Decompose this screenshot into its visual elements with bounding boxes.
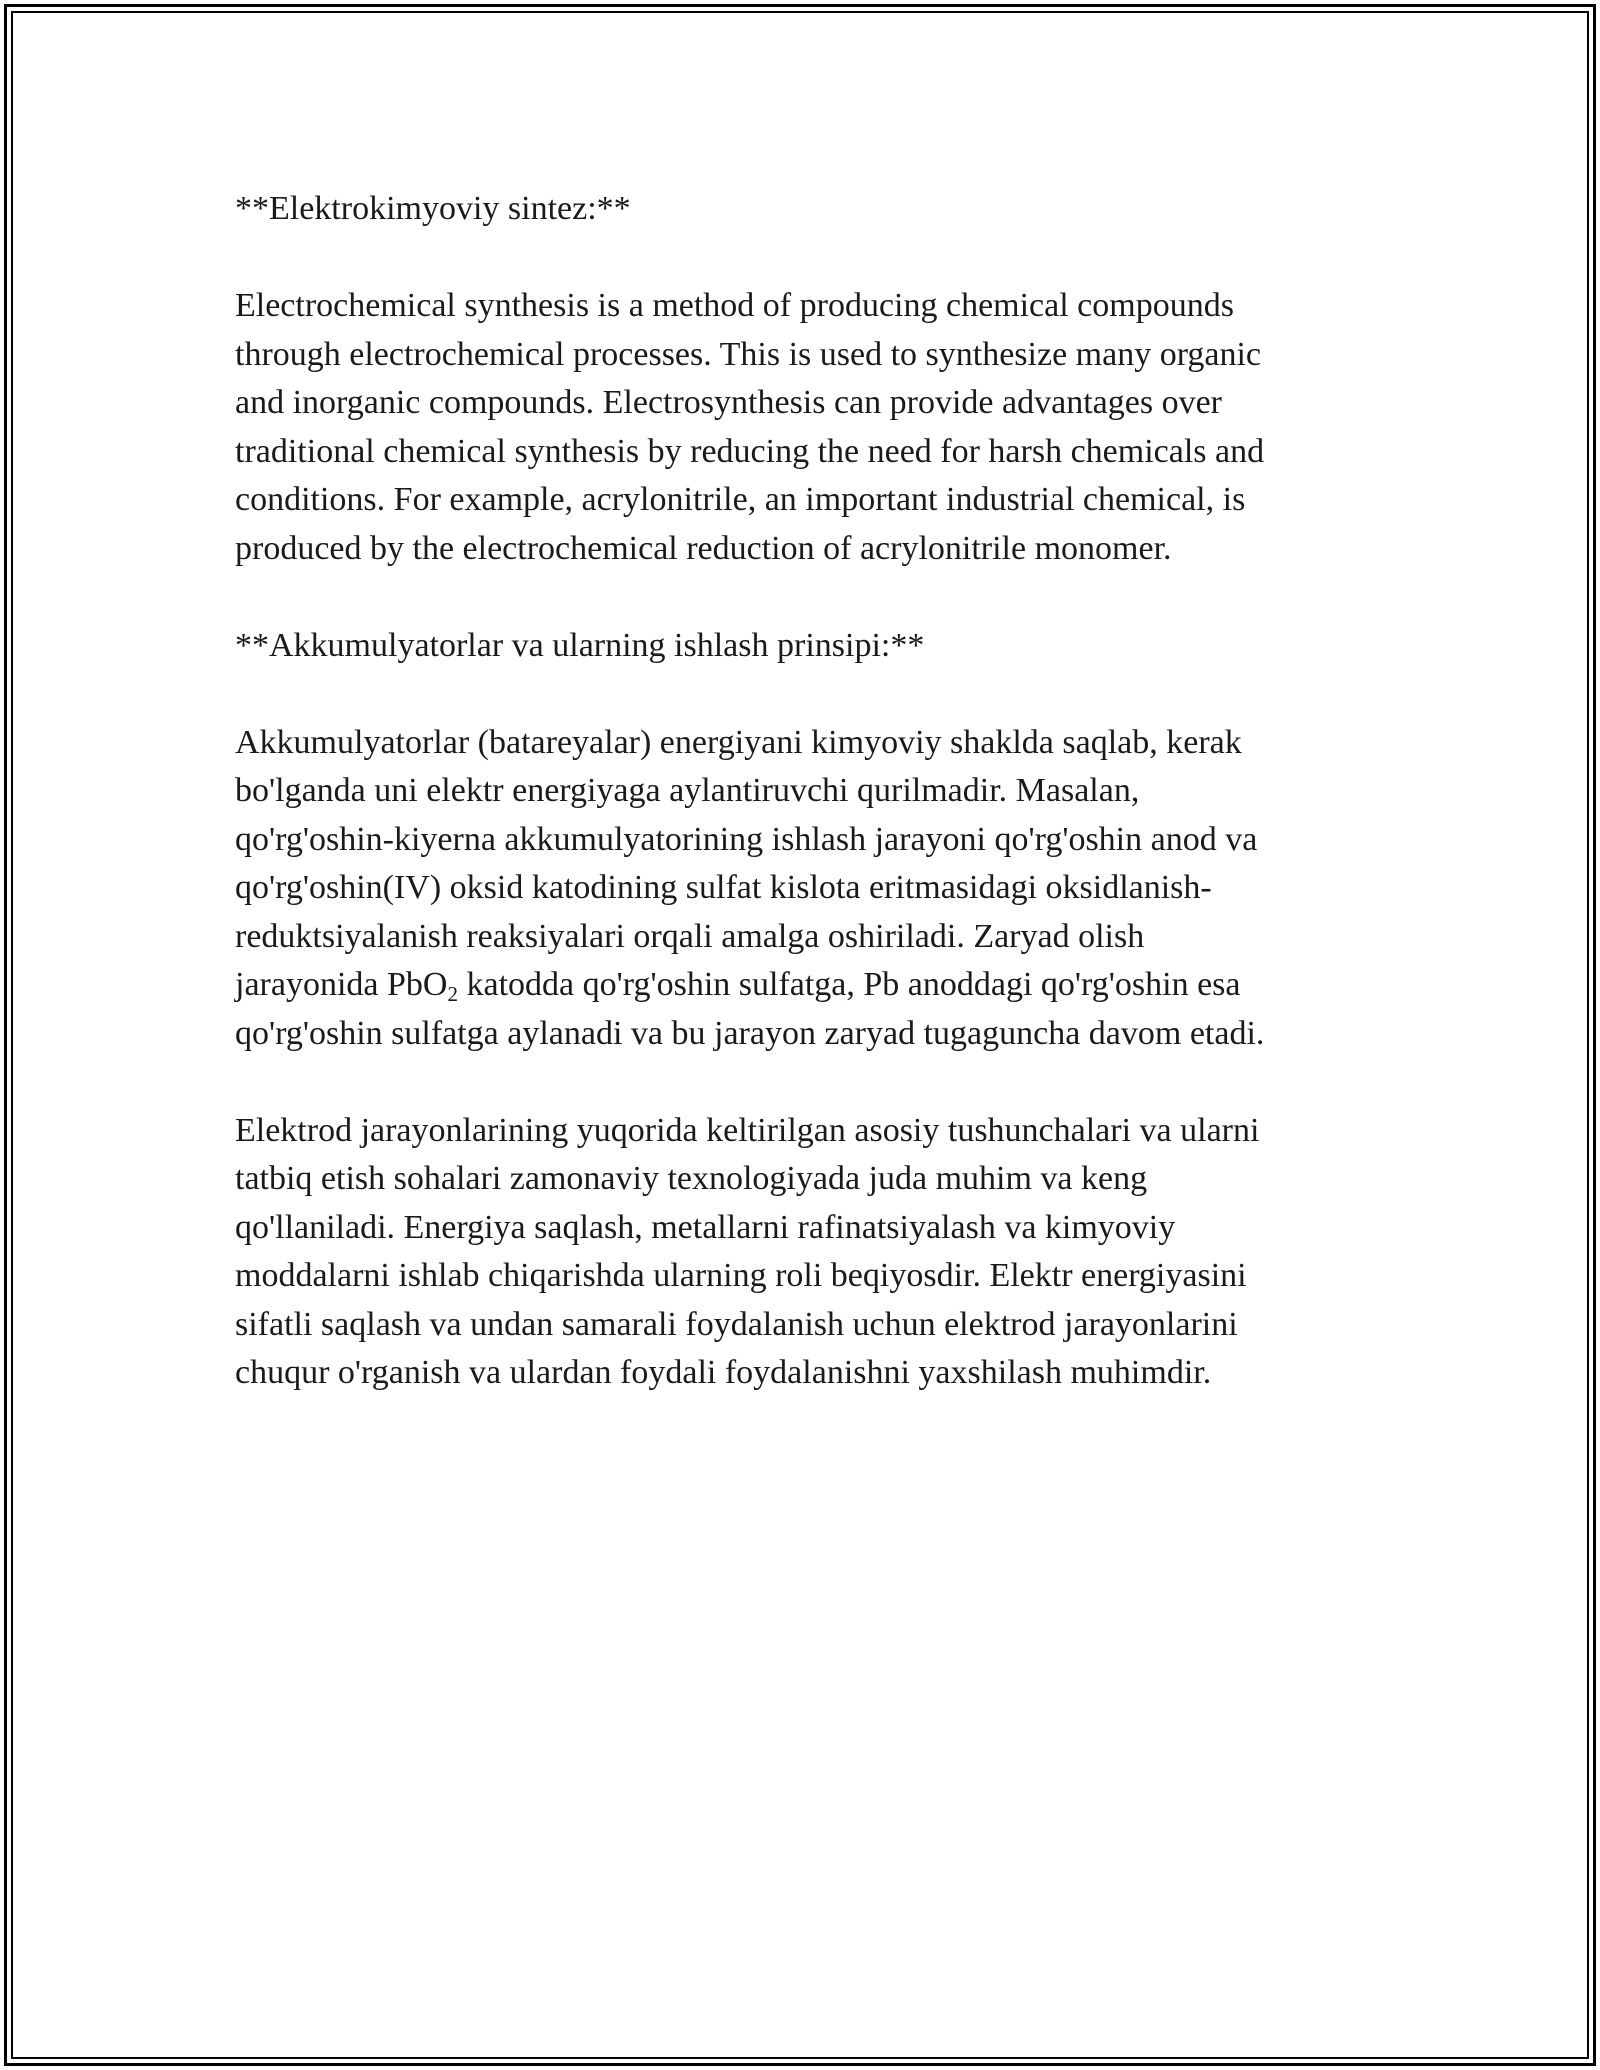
text-line: qo'llaniladi. Energiya saqlash, metallarni rafinatsiyalash va kimyoviy [235, 1208, 1176, 1246]
section-heading [235, 622, 1365, 671]
text-line: qo'rg'oshin-kiyerna akkumulyatorining ishlash jarayoni qo'rg'oshin anod va [235, 820, 1258, 858]
text-line: and inorganic compounds. Electrosynthesis can provide advantages over [235, 384, 1222, 421]
text-line: through electrochemical processes. This is used to synthesize many organic [235, 335, 1262, 373]
formula-text-after: katodda qo'rg'oshin sulfatga, Pb anoddagi qo'rg'oshin esa [458, 966, 1241, 1003]
formula-line [235, 961, 1365, 1010]
text-line: moddalarni ishlab chiqarishda ularning roli beqiyosdir. Elektr energiyasini [235, 1257, 1247, 1294]
document-body [235, 185, 1365, 1446]
text-line: produced by the electrochemical reduction of acrylonitrile monomer. [235, 529, 1172, 567]
heading-text: **Akkumulyatorlar va ularning ishlash prinsipi:** [235, 626, 925, 664]
text-line: bo'lganda uni elektr energiyaga aylantiruvchi qurilmadir. Masalan, [235, 772, 1140, 809]
formula-text-before: jarayonida PbO [235, 966, 448, 1003]
paragraph [235, 282, 1365, 573]
section-heading [235, 185, 1365, 234]
text-line: traditional chemical synthesis by reducing the need for harsh chemicals and [235, 432, 1265, 470]
text-line: chuqur o'rganish va ulardan foydali foydalanishni yaxshilash muhimdir. [235, 1354, 1212, 1391]
text-line: qo'rg'oshin(IV) oksid katodining sulfat kislota eritmasidagi oksidlanish- [235, 869, 1212, 906]
formula-subscript: 2 [447, 981, 458, 1006]
text-line: Akkumulyatorlar (batareyalar) energiyani kimyoviy shaklda saqlab, kerak [235, 723, 1242, 761]
text-line: Electrochemical synthesis is a method of producing chemical compounds [235, 287, 1234, 324]
text-line: sifatli saqlash va undan samarali foydalanish uchun elektrod jarayonlarini [235, 1305, 1238, 1343]
text-line: tatbiq etish sohalari zamonaviy texnologiyada juda muhim va keng [235, 1160, 1148, 1197]
text-line: Elektrod jarayonlarining yuqorida keltirilgan asosiy tushunchalari va ularni [235, 1111, 1260, 1149]
paragraph [235, 719, 1365, 1059]
paragraph [235, 1107, 1365, 1398]
text-line: reduktsiyalanish reaksiyalari orqali amalga oshiriladi. Zaryad olish [235, 917, 1145, 955]
text-line: conditions. For example, acrylonitrile, an important industrial chemical, is [235, 481, 1246, 518]
text-line: qo'rg'oshin sulfatga aylanadi va bu jarayon zaryad tugaguncha davom etadi. [235, 1014, 1265, 1052]
heading-text: **Elektrokimyoviy sintez:** [235, 190, 631, 227]
